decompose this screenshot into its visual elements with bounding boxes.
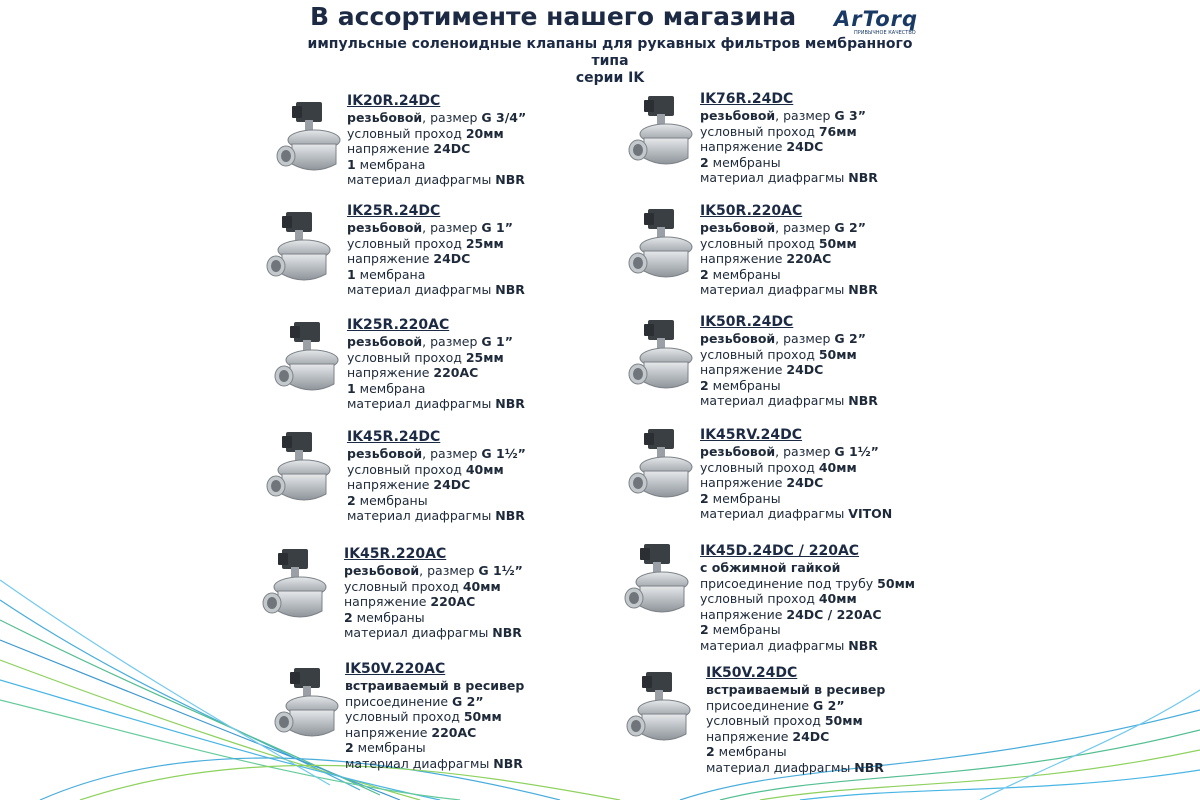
background-waves: [0, 560, 1200, 800]
product-spec-line: [700, 607, 915, 623]
product-spec-line: [347, 110, 526, 126]
product-spec-line: [345, 694, 524, 710]
spec-label: материал диафрагмы: [347, 282, 496, 297]
spec-label: материал диафрагмы: [700, 170, 849, 185]
spec-value: 40мм: [462, 578, 501, 594]
product-spec-line: [700, 638, 915, 654]
valve-image: [624, 92, 704, 172]
spec-value: встраиваемый в ресивер: [706, 682, 886, 697]
product-name: IK50R.24DC: [700, 314, 794, 330]
product-spec-line: [347, 251, 525, 267]
spec-value: G 1½”: [478, 563, 523, 578]
product-spec-line: [344, 563, 523, 579]
spec-value: 25мм: [465, 349, 504, 365]
product-spec-line: [347, 381, 525, 397]
spec-label: , размер: [775, 331, 835, 346]
spec-value: резьбовой: [344, 563, 420, 578]
product-name: IK50V.220AC: [345, 661, 446, 677]
product-spec-line: [347, 365, 525, 381]
spec-label: , размер: [422, 446, 482, 461]
svg-text:ПРИВЫЧНОЕ КАЧЕСТВО: ПРИВЫЧНОЕ КАЧЕСТВО: [854, 30, 916, 36]
product-spec-line: [700, 124, 878, 140]
product-spec-line: [700, 155, 878, 171]
product-spec-line: [700, 267, 878, 283]
product-spec-line: [706, 729, 885, 745]
product-name: IK25R.220AC: [347, 317, 450, 333]
product-spec-line: [347, 220, 525, 236]
product-info: [345, 660, 524, 771]
spec-value: резьбовой: [700, 220, 776, 235]
spec-value: G 2”: [834, 220, 866, 235]
product-spec-line: [700, 331, 878, 347]
spec-value: 50мм: [877, 575, 916, 591]
product-name: IK20R.24DC: [347, 93, 441, 109]
spec-label: материал диафрагмы: [347, 508, 496, 523]
spec-value: резьбовой: [700, 108, 776, 123]
spec-value: 2: [700, 154, 709, 170]
spec-label: напряжение: [347, 141, 434, 156]
page-title: В ассортименте нашего магазина: [310, 2, 797, 31]
spec-label: условный проход: [347, 461, 466, 477]
spec-value: NBR: [848, 282, 878, 297]
spec-value: встраиваемый в ресивер: [345, 678, 525, 693]
spec-value: G 2”: [452, 693, 484, 709]
spec-value: 25мм: [465, 235, 504, 251]
spec-value: 1: [347, 266, 356, 282]
product-spec-line: [706, 760, 885, 776]
spec-label: мембраны: [714, 744, 787, 759]
valve-image: [270, 318, 350, 398]
product-info: [700, 90, 878, 186]
spec-value: G 1½”: [834, 444, 879, 459]
spec-value: G 3”: [834, 108, 866, 123]
product-name: IK45R.24DC: [347, 429, 441, 445]
spec-label: условный проход: [344, 578, 463, 594]
spec-label: мембрана: [355, 380, 426, 396]
spec-label: мембраны: [708, 154, 781, 170]
spec-value: 50мм: [818, 235, 857, 251]
product-info: [700, 542, 915, 653]
spec-value: резьбовой: [700, 444, 776, 459]
product-spec-line: [347, 396, 525, 412]
spec-label: , размер: [422, 334, 482, 349]
spec-label: напряжение: [700, 251, 787, 266]
product-spec-line: [347, 157, 526, 173]
spec-value: 24DC: [786, 362, 824, 377]
product-spec-line: [700, 560, 915, 576]
spec-value: с обжимной гайкой: [700, 560, 841, 575]
product-info: [700, 426, 892, 522]
product-spec-line: [700, 236, 878, 252]
spec-value: 24DC: [433, 251, 471, 266]
spec-label: напряжение: [700, 475, 787, 490]
spec-label: , размер: [775, 444, 835, 459]
product-spec-line: [700, 591, 915, 607]
spec-value: 220AC: [430, 594, 476, 609]
product-spec-line: [345, 725, 524, 741]
spec-value: 40мм: [818, 459, 857, 475]
spec-label: условный проход: [700, 591, 819, 606]
product-spec-line: [700, 393, 878, 409]
product-spec-line: [345, 740, 524, 756]
product-spec-line: [700, 444, 892, 460]
product-spec-line: [700, 576, 915, 592]
product-spec-line: [347, 462, 526, 478]
subtitle-line-2: серии IK: [575, 70, 645, 86]
spec-label: мембраны: [708, 266, 781, 282]
product-spec-line: [700, 347, 878, 363]
spec-label: напряжение: [345, 724, 432, 740]
spec-label: мембрана: [355, 266, 426, 282]
spec-label: напряжение: [344, 594, 431, 609]
product-spec-line: [347, 334, 525, 350]
valve-image: [620, 540, 700, 620]
spec-label: напряжение: [700, 606, 787, 622]
spec-label: материал диафрагмы: [345, 755, 494, 771]
spec-label: материал диафрагмы: [700, 637, 849, 653]
product-spec-line: [347, 446, 526, 462]
spec-label: присоединение: [706, 697, 814, 713]
spec-label: материал диафрагмы: [700, 506, 849, 521]
spec-label: условный проход: [347, 349, 466, 365]
product-name: IK50V.24DC: [706, 665, 798, 681]
spec-label: , размер: [422, 220, 482, 235]
spec-value: G 1½”: [481, 446, 526, 461]
spec-value: G 2”: [813, 697, 845, 713]
spec-value: 50мм: [824, 713, 863, 728]
spec-label: материал диафрагмы: [347, 172, 496, 187]
spec-value: G 3/4”: [481, 110, 527, 125]
product-spec-line: [700, 622, 915, 638]
product-spec-line: [347, 350, 525, 366]
spec-label: напряжение: [700, 362, 787, 377]
spec-label: мембраны: [353, 740, 426, 755]
spec-value: 2: [700, 377, 709, 393]
spec-value: NBR: [492, 625, 522, 640]
spec-value: 2: [700, 490, 709, 506]
spec-label: , размер: [422, 110, 482, 125]
artorq-logo: [832, 2, 932, 36]
valve-image: [262, 208, 342, 288]
spec-label: материал диафрагмы: [700, 393, 849, 408]
product-name: IK76R.24DC: [700, 91, 794, 107]
product-spec-line: [347, 508, 526, 524]
product-name: IK45R.220AC: [344, 546, 447, 562]
spec-value: G 1”: [481, 334, 513, 349]
spec-label: , размер: [419, 563, 479, 578]
spec-value: резьбовой: [347, 446, 423, 461]
spec-label: условный проход: [345, 709, 464, 724]
spec-label: условный проход: [706, 713, 825, 728]
product-spec-line: [347, 141, 526, 157]
product-name: IK45RV.24DC: [700, 427, 803, 443]
product-spec-line: [347, 282, 525, 298]
spec-value: 40мм: [818, 591, 857, 606]
product-spec-line: [700, 491, 892, 507]
spec-value: резьбовой: [700, 331, 776, 346]
spec-label: мембраны: [708, 377, 781, 393]
product-spec-line: [347, 267, 525, 283]
spec-value: 2: [345, 740, 354, 755]
spec-label: условный проход: [700, 235, 819, 251]
svg-text:ArTorq: ArTorq: [834, 7, 919, 31]
product-info: [347, 428, 526, 524]
spec-label: мембраны: [708, 490, 781, 506]
spec-value: 50мм: [463, 709, 502, 724]
spec-label: , размер: [775, 108, 835, 123]
product-info: [347, 316, 525, 412]
spec-value: NBR: [854, 759, 884, 775]
spec-label: мембраны: [708, 622, 781, 637]
spec-value: 20мм: [465, 125, 504, 141]
spec-value: 76мм: [818, 123, 857, 139]
product-spec-line: [700, 362, 878, 378]
product-spec-line: [344, 625, 523, 641]
product-name: IK45D.24DC / 220AC: [700, 543, 860, 559]
product-info: [700, 313, 878, 409]
product-spec-line: [344, 579, 523, 595]
spec-value: NBR: [848, 637, 878, 653]
spec-value: резьбовой: [347, 110, 423, 125]
spec-label: мембраны: [352, 609, 425, 625]
product-spec-line: [345, 756, 524, 772]
spec-value: NBR: [495, 508, 525, 523]
spec-label: условный проход: [700, 346, 819, 362]
spec-value: 40мм: [465, 461, 504, 477]
spec-value: 24DC: [786, 139, 824, 154]
spec-value: NBR: [495, 396, 525, 411]
product-spec-line: [700, 170, 878, 186]
product-name: IK50R.220AC: [700, 203, 803, 219]
product-info: [706, 664, 885, 775]
spec-value: 24DC / 220AC: [786, 606, 882, 622]
spec-label: напряжение: [347, 251, 434, 266]
spec-label: материал диафрагмы: [344, 625, 493, 640]
spec-label: мембрана: [355, 156, 426, 172]
product-spec-line: [347, 172, 526, 188]
spec-label: условный проход: [700, 123, 819, 139]
spec-label: условный проход: [700, 459, 819, 475]
product-spec-line: [347, 126, 526, 142]
spec-label: условный проход: [347, 235, 466, 251]
product-spec-line: [344, 594, 523, 610]
product-info: [700, 202, 878, 298]
spec-label: материал диафрагмы: [347, 396, 496, 411]
spec-value: 24DC: [433, 477, 471, 492]
product-spec-line: [700, 220, 878, 236]
product-spec-line: [700, 282, 878, 298]
valve-image: [258, 545, 338, 625]
product-info: [347, 92, 526, 188]
valve-image: [272, 98, 352, 178]
product-spec-line: [344, 610, 523, 626]
valve-image: [622, 668, 702, 748]
spec-value: NBR: [848, 393, 878, 408]
spec-label: напряжение: [347, 365, 434, 380]
spec-value: NBR: [493, 755, 523, 771]
product-spec-line: [706, 682, 885, 698]
product-spec-line: [347, 236, 525, 252]
spec-label: напряжение: [700, 139, 787, 154]
spec-value: 1: [347, 156, 356, 172]
page-subtitle: [300, 36, 920, 87]
spec-value: резьбовой: [347, 334, 423, 349]
product-name: IK25R.24DC: [347, 203, 441, 219]
spec-label: материал диафрагмы: [700, 282, 849, 297]
valve-image: [624, 205, 704, 285]
valve-image: [624, 316, 704, 396]
spec-value: 2: [347, 492, 356, 508]
product-info: [344, 545, 523, 641]
spec-value: VITON: [848, 506, 893, 521]
product-info: [347, 202, 525, 298]
product-spec-line: [700, 460, 892, 476]
spec-label: присоединение: [345, 693, 453, 709]
spec-value: 50мм: [818, 346, 857, 362]
spec-value: 1: [347, 380, 356, 396]
spec-label: напряжение: [706, 728, 793, 744]
spec-value: G 1”: [481, 220, 513, 235]
spec-value: NBR: [495, 172, 525, 187]
product-spec-line: [345, 709, 524, 725]
subtitle-line-1: импульсные соленоидные клапаны для рукавных фильтров мембранного типа: [307, 36, 913, 69]
spec-value: NBR: [495, 282, 525, 297]
spec-value: 2: [344, 609, 353, 625]
spec-value: 220AC: [786, 251, 832, 266]
product-spec-line: [700, 108, 878, 124]
spec-value: 2: [706, 744, 715, 759]
spec-label: напряжение: [347, 477, 434, 492]
spec-value: NBR: [848, 170, 878, 185]
valve-image: [262, 428, 342, 508]
product-spec-line: [700, 251, 878, 267]
spec-value: 220AC: [431, 724, 477, 740]
spec-label: , размер: [775, 220, 835, 235]
spec-value: 24DC: [792, 728, 830, 744]
product-spec-line: [706, 713, 885, 729]
product-spec-line: [700, 506, 892, 522]
spec-value: 24DC: [786, 475, 824, 490]
spec-label: мембраны: [355, 492, 428, 508]
product-spec-line: [700, 378, 878, 394]
product-spec-line: [706, 744, 885, 760]
spec-label: присоединение под трубу: [700, 575, 878, 591]
product-spec-line: [700, 475, 892, 491]
product-spec-line: [700, 139, 878, 155]
product-spec-line: [347, 493, 526, 509]
spec-value: 2: [700, 622, 709, 637]
spec-value: резьбовой: [347, 220, 423, 235]
product-spec-line: [706, 698, 885, 714]
spec-label: материал диафрагмы: [706, 759, 855, 775]
valve-image: [624, 425, 704, 505]
spec-value: 24DC: [433, 141, 471, 156]
spec-label: условный проход: [347, 125, 466, 141]
spec-value: G 2”: [834, 331, 866, 346]
spec-value: 2: [700, 266, 709, 282]
spec-value: 220AC: [433, 365, 479, 380]
valve-image: [270, 664, 350, 744]
product-spec-line: [345, 678, 524, 694]
product-spec-line: [347, 477, 526, 493]
